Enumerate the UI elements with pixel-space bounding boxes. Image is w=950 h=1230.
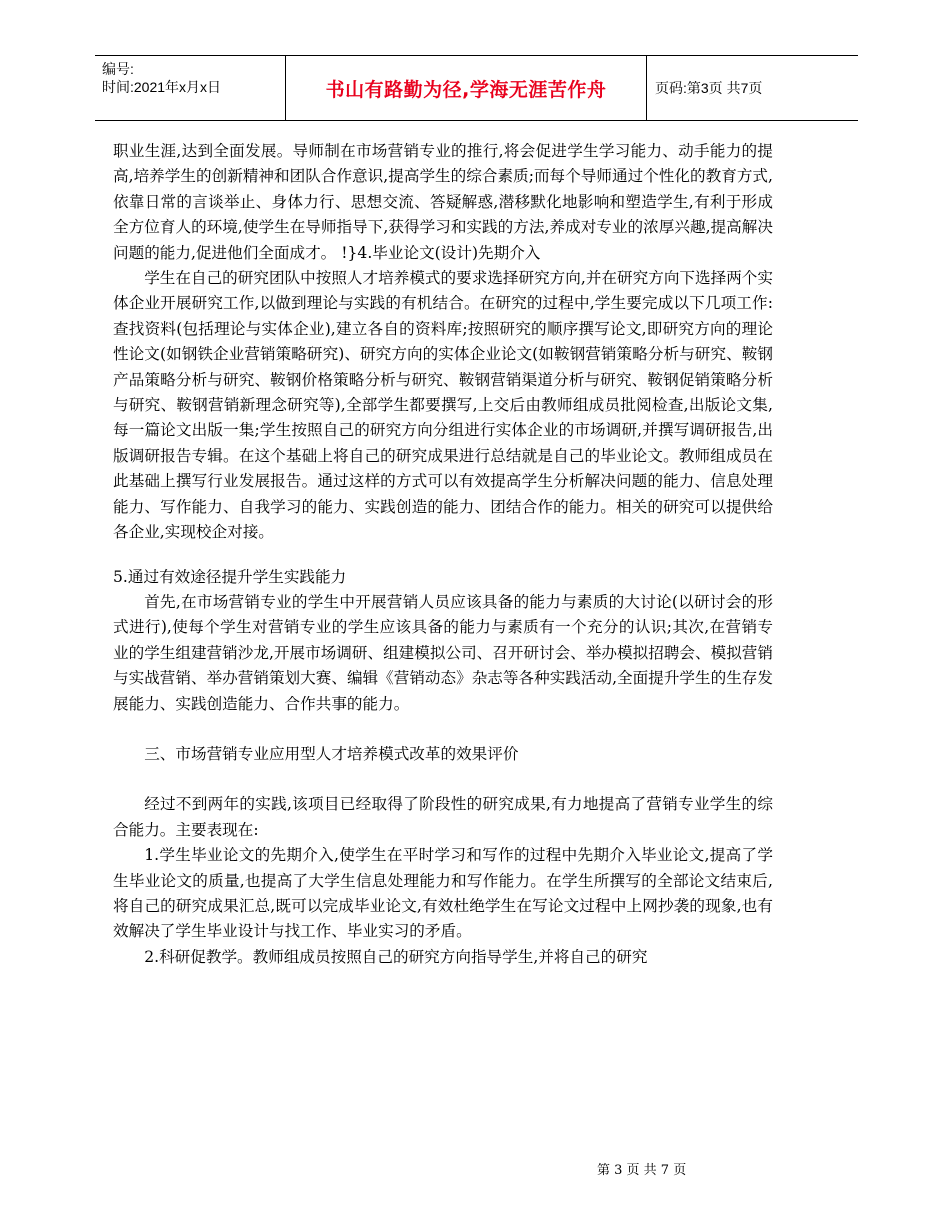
paragraph-practice-activities: 首先,在市场营销专业的学生中开展营销人员应该具备的能力与素质的大讨论(以研讨会的形式进行),使每个学生对营销专业的学生应该具备的能力与素质有一个充分的认识;其次,在营销专业的学生组建营销沙龙,开展市场调研、组建模拟公司、召开研讨会、举办模拟招聘会、模拟营销与实战营销、举办营销策划大赛、编辑《营销动态》杂志等各种实践活动,全面提升学生的生存发展能力、实践创造能力、合作共事的能力。 xyxy=(113,592,773,713)
paragraph-mentor-system: 职业生涯,达到全面发展。导师制在市场营销专业的推行,将会促进学生学习能力、动手能力的提高,培养学生的创新精神和团队合作意识,提高学生的综合素质;而每个导师通过个性化的教育方式,依靠日常的言谈举止、身体力行、思想交流、答疑解惑,潜移默化地影响和塑造学生,有利于形成全方位育人的环境,使学生在导师指导下,获得学习和实践的方法,养成对专业的浓厚兴趣,提高解决问题的能力,促进他们全面成才。 !}4.毕业论文(设计)先期介入 xyxy=(113,142,773,262)
heading-section-three: 三、市场营销专业应用型人才培养模式改革的效果评价 xyxy=(144,744,519,763)
spacer xyxy=(113,767,773,792)
header-page-number: 页码:第3页 共7页 xyxy=(655,80,763,96)
header-motto: 书山有路勤为径,学海无涯苦作舟 xyxy=(325,78,607,101)
heading-practice-ability: 5.通过有效途径提升学生实践能力 xyxy=(113,567,347,586)
spacer xyxy=(113,717,773,742)
header-meta xyxy=(95,56,285,120)
document-time-label: 时间:2021年x月x日 xyxy=(102,79,222,95)
paragraph-result-one: 1.学生毕业论文的先期介入,使学生在平时学习和写作的过程中先期介入毕业论文,提高了学生毕业论文的质量,也提高了大学生信息处理能力和写作能力。在学生所撰写的全部论文结束后,将自己的研究成果汇总,既可以完成毕业论文,有效杜绝学生在写论文过程中上网抄袭的现象,也有效解决了学生毕业设计与找工作、毕业实习的矛盾。 xyxy=(113,846,773,941)
paragraph-results-intro: 经过不到两年的实践,该项目已经取得了阶段性的研究成果,有力地提高了营销专业学生的综合能力。主要表现在: xyxy=(113,795,773,839)
page-footer: 第 3 页 共 7 页 xyxy=(597,1163,687,1178)
document-number-label: 编号: xyxy=(102,61,134,77)
header-page-cell xyxy=(647,56,858,120)
spacer xyxy=(113,546,773,565)
page-header xyxy=(95,55,858,121)
header-motto-cell xyxy=(285,56,647,120)
paragraph-result-two: 2.科研促教学。教师组成员按照自己的研究方向指导学生,并将自己的研究 xyxy=(144,947,648,966)
document-body xyxy=(113,139,773,970)
paragraph-thesis-research: 学生在自己的研究团队中按照人才培养模式的要求选择研究方向,并在研究方向下选择两个实体企业开展研究工作,以做到理论与实践的有机结合。在研究的过程中,学生要完成以下几项工作:查找资料(包括理论与实体企业),建立各自的资料库;按照研究的顺序撰写论文,即研究方向的理论性论文(如钢铁企业营销策略研究)、研究方向的实体企业论文(如鞍钢营销策略分析与研究、鞍钢产品策略分析与研究、鞍钢价格策略分析与研究、鞍钢营销渠道分析与研究、鞍钢促销策略分析与研究、鞍钢营销新理念研究等),全部学生都要撰写,上交后由教师组成员批阅检查,出版论文集,每一篇论文出版一集;学生按照自己的研究方向分组进行实体企业的市场调研,并撰写调研报告,出版调研报告专辑。在这个基础上将自己的研究成果进行总结就是自己的毕业论文。教师组成员在此基础上撰写行业发展报告。通过这样的方式可以有效提高学生分析解决问题的能力、信息处理能力、写作能力、自我学习的能力、实践创造的能力、团结合作的能力。相关的研究可以提供给各企业,实现校企对接。 xyxy=(113,269,773,542)
